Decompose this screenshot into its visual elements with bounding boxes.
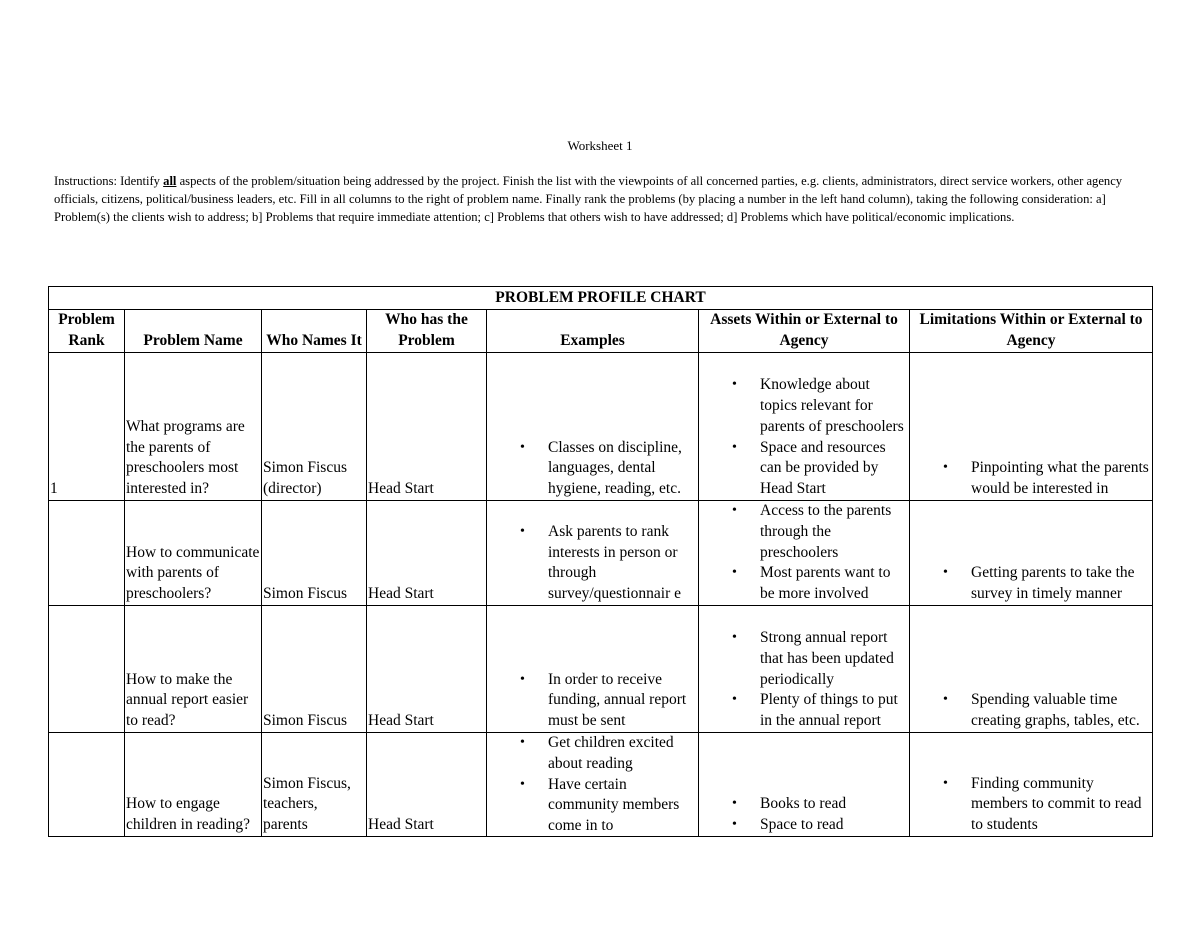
rank-cell: 1: [49, 353, 125, 501]
limitations-cell: [910, 501, 1153, 606]
document-title: Worksheet 1: [567, 138, 633, 153]
problem-profile-chart: [48, 286, 1153, 837]
who-names-cell: Simon Fiscus, teachers, parents: [262, 733, 367, 837]
who-has-cell: Head Start: [367, 606, 487, 733]
bullet-item: • Access to the parents through the preschoolers: [700, 501, 908, 563]
header-problem-name: Problem Name: [125, 310, 262, 353]
rank-cell: [49, 733, 125, 837]
header-who-has-problem: Who has the Problem: [367, 310, 487, 353]
who-names-cell: Simon Fiscus: [262, 606, 367, 733]
who-names-cell: Simon Fiscus: [262, 501, 367, 606]
who-names-cell: Simon Fiscus (director): [262, 353, 367, 501]
examples-cell: [487, 733, 699, 837]
examples-cell: [487, 353, 699, 501]
problem-name-cell: How to engage children in reading?: [125, 733, 262, 837]
header-row: [49, 310, 1153, 353]
bullet-item: • Plenty of things to put in the annual report: [700, 690, 908, 732]
bullet-item: • Most parents want to be more involved: [700, 563, 908, 605]
bullet-item: • Pinpointing what the parents would be interested in: [911, 458, 1151, 500]
rank-cell: [49, 606, 125, 733]
examples-cell: [487, 606, 699, 733]
limitations-cell: [910, 733, 1153, 837]
bullet-item: • Classes on discipline, languages, dental hygiene, reading, etc.: [488, 438, 697, 500]
bullet-item: • Spending valuable time creating graphs, tables, etc.: [911, 690, 1151, 732]
who-has-cell: Head Start: [367, 353, 487, 501]
table-row: [49, 501, 1153, 606]
table-row: [49, 733, 1153, 837]
problem-name-cell: How to make the annual report easier to read?: [125, 606, 262, 733]
limitations-cell: [910, 353, 1153, 501]
bullet-item: • Space and resources can be provided by Head Start: [700, 438, 908, 500]
instructions-emphasis: all: [163, 174, 177, 188]
bullet-item: • Finding community members to commit to read to students: [911, 774, 1151, 836]
bullet-item: • Ask parents to rank interests in person or through survey/questionnair e: [488, 522, 697, 605]
bullet-item: • Space to read: [700, 815, 908, 836]
chart-title: PROBLEM PROFILE CHART: [49, 287, 1153, 310]
examples-clip: [488, 733, 697, 836]
bullet-item: • Strong annual report that has been updated periodically: [700, 628, 908, 690]
rank-cell: [49, 501, 125, 606]
assets-cell: [699, 501, 910, 606]
header-limitations: Limitations Within or External to Agency: [910, 310, 1153, 353]
assets-cell: [699, 353, 910, 501]
header-assets: Assets Within or External to Agency: [699, 310, 910, 353]
who-has-cell: Head Start: [367, 501, 487, 606]
bullet-item: • Get children excited about reading: [488, 733, 697, 775]
header-who-names-it: Who Names It: [262, 310, 367, 353]
header-examples: Examples: [487, 310, 699, 353]
problem-name-cell: How to communicate with parents of preschoolers?: [125, 501, 262, 606]
examples-cell: [487, 501, 699, 606]
bullet-item: • Have certain community members come in to: [488, 775, 697, 836]
table-row: [49, 353, 1153, 501]
assets-cell: [699, 606, 910, 733]
problem-name-cell: What programs are the parents of preschoolers most interested in?: [125, 353, 262, 501]
instructions-paragraph: [54, 172, 1154, 226]
bullet-item: • Knowledge about topics relevant for parents of preschoolers: [700, 375, 908, 437]
bullet-item: • Getting parents to take the survey in timely manner: [911, 563, 1151, 605]
who-has-cell: Head Start: [367, 733, 487, 837]
table-row: [49, 606, 1153, 733]
limitations-cell: [910, 606, 1153, 733]
bullet-item: • Books to read: [700, 794, 908, 815]
assets-cell: [699, 733, 910, 837]
bullet-item: • In order to receive funding, annual report must be sent: [488, 670, 697, 732]
instructions-body: aspects of the problem/situation being addressed by the project. Finish the list with the viewpoints of all concerned parties, e.g. clients, administrators, direct service workers, other agency officials, citizens, political/business leaders, etc. Fill in all columns to the right of problem name. Finally rank the problems (by placing a number in the left hand column), taking the following consideration: a] Problem(s) the clients wish to address; b] Problems that require immediate attention; c] Problems that others wish to have addressed; d] Problems which have political/economic implications.: [54, 174, 1123, 224]
instructions-lead: Instructions: Identify: [54, 174, 164, 188]
header-problem-rank: Problem Rank: [49, 310, 125, 353]
